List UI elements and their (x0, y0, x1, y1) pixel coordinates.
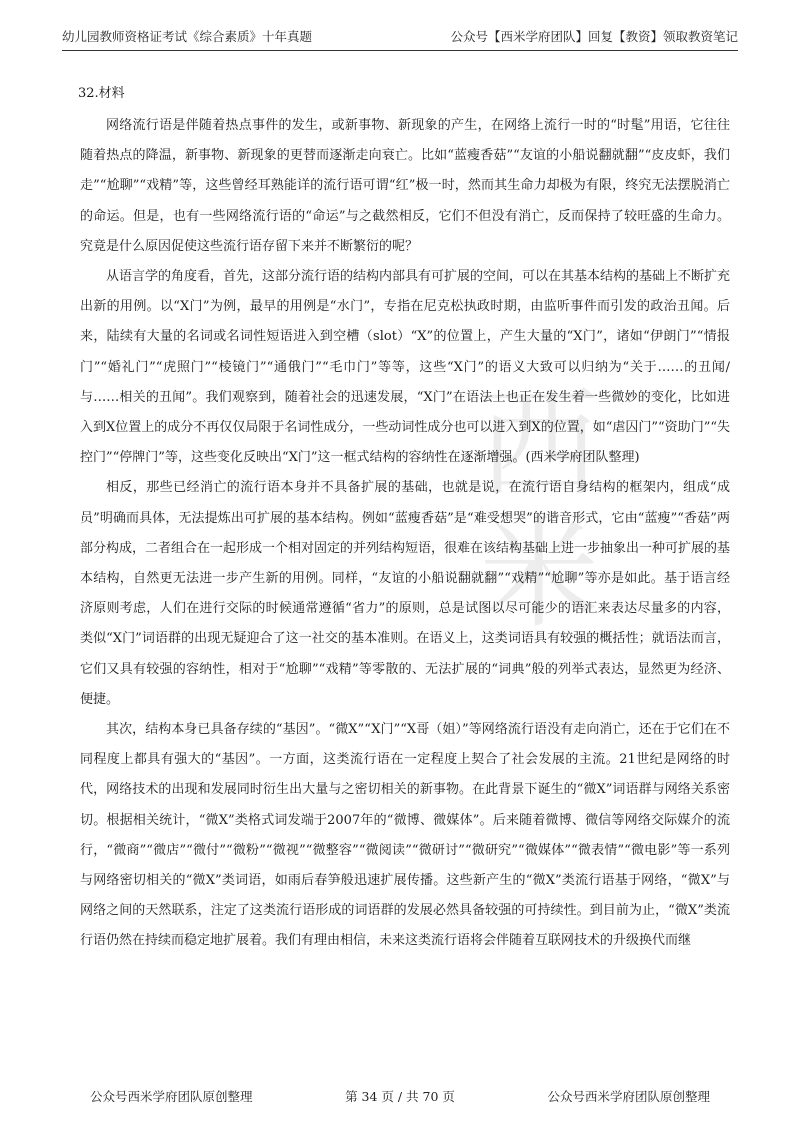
paragraph: 相反，那些已经消亡的流行语本身并不具备扩展的基础，也就是说，在流行语自身结构的框架内，组成“成员”明确而具体，无法提炼出可扩展的基本结构。例如“蓝瘦香菇”是“难受想哭”的谐音形式，它由“蓝瘦”“香菇”两部分构成，二者组合在一起形成一个相对固定的并列结构短语，很难在该结构基础上进一步抽象出一种可扩展的基本结构，自然更无法进一步产生新的用例。同样，“友谊的小船说翻就翻”“戏精”“尬聊”等亦是如此。基于语言经济原则考虑，人们在进行交际的时候通常遵循“省力”的原则，总是试图以尽可能少的语汇来表达尽量多的内容，类似“X门”词语群的出现无疑迎合了这一社交的基本准则。在语义上，这类词语具有较强的概括性；就语法而言，它们又具有较强的容纳性，相对于“尬聊”“戏精”等零散的、无法扩展的“词典”般的列举式表达，显然更为经济、便捷。 (80, 480, 731, 707)
page-header (62, 22, 738, 51)
paragraph: 从语言学的角度看，首先，这部分流行语的结构内部具有可扩展的空间，可以在其基本结构的基础上不断扩充出新的用例。以“X门”为例，最早的用例是“水门”，专指在尼克松执政时期，由监听事件而引发的政治丑闻。后来，陆续有大量的名词或名词性短语进入到空槽（slot）“X”的位置上，产生大量的“X门”，诸如“伊朗门”“情报门”“婚礼门”“虎照门”“棱镜门”“通俄门”“毛巾门”等等，这些“X门”的语义大致可以归纳为“关于……的丑闻/与……相关的丑闻”。我们观察到，随着社会的迅速发展，“X门”在语法上也正在发生着一些微妙的变化，比如进入到X位置上的成分不再仅仅局限于名词性成分，一些动词性成分也可以进入到X的位置，如“虐囚门”“资助门”“失控门”“停牌门”等，这些变化反映出“X门”这一框式结构的容纳性在逐渐增强。(西米学府团队整理) (80, 269, 731, 466)
question-title: 32.材料 (78, 86, 125, 101)
watermark: 西米 (459, 380, 598, 640)
header-promo: 公众号【西米学府团队】回复【教资】领取教资笔记 (450, 29, 738, 44)
header-title: 幼儿园教师资格证考试《综合素质》十年真题 (62, 29, 313, 44)
page-footer (90, 1087, 710, 1105)
footer-left: 公众号西米学府团队原创整理 (90, 1089, 253, 1104)
main-content (80, 82, 730, 957)
footer-right: 公众号西米学府团队原创整理 (547, 1089, 710, 1104)
paragraph: 网络流行语是伴随着热点事件的发生，或新事物、新现象的产生，在网络上流行一时的“时髦”用语，它往往随着热点的降温，新事物、新现象的更替而逐渐走向衰亡。比如“蓝瘦香菇”“友谊的小船说翻就翻”“皮皮虾，我们走”“尬聊”“戏精”等，这些曾经耳熟能详的流行语可谓“红”极一时，然而其生命力却极为有限，终究无法摆脱消亡的命运。但是，也有一些网络流行语的“命运”与之截然相反，它们不但没有消亡，反而保持了较旺盛的生命力。究竟是什么原因促使这些流行语存留下来并不断繁衍的呢？ (80, 118, 730, 254)
paragraph: 其次，结构本身已具备存续的“基因”。“微X”“X门”“X哥（姐）”等网络流行语没有走向消亡，还在于它们在不同程度上都具有强大的“基因”。一方面，这类流行语在一定程度上契合了社会发展的主流。21世纪是网络的时代，网络技术的出现和发展同时衍生出大量与之密切相关的新事物。在此背景下诞生的“微X”词语群与网络关系密切。根据相关统计，“微X”类格式词发端于2007年的“微博、微媒体”。后来随着微博、微信等网络交际媒介的流行，“微商”“微店”“微付”“微粉”“微视”“微整容”“微阅读”“微研讨”“微研究”“微媒体”“微表情”“微电影”等一系列与网络密切相关的“微X”类词语，如雨后春笋般迅速扩展传播。这些新产生的“微X”类流行语基于网络，“微X”与网络之间的天然联系，注定了这类流行语形成的词语群的发展必然具备较强的可持续性。到目前为止，“微X”类流行语仍然在持续而稳定地扩展着。我们有理由相信，未来这类流行语将会伴随着互联网技术的升级换代而继 (80, 722, 730, 949)
page-number: 第 34 页 / 共 70 页 (345, 1089, 455, 1104)
